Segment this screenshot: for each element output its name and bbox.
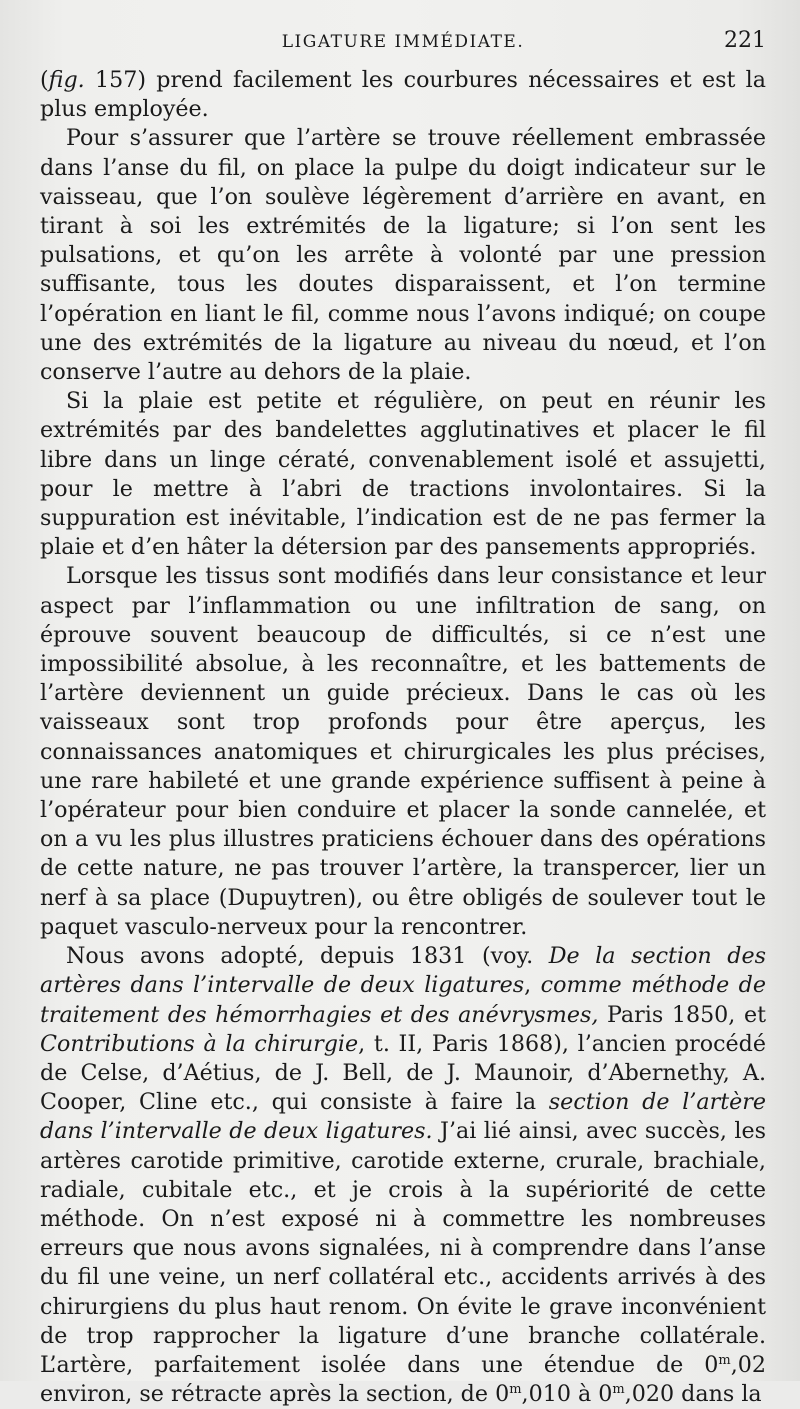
text-run: ( [40, 67, 49, 93]
text-run: , [524, 972, 541, 999]
paragraph-2 [40, 124, 766, 387]
text-run: Paris 1850, et [598, 1001, 766, 1028]
paragraph-3 [40, 387, 766, 562]
text-run: Nous avons adopté, depuis 1831 (voy. [66, 943, 549, 970]
superscript-run: m [509, 1382, 522, 1398]
running-title: LIGATURE IMMÉDIATE. [281, 32, 525, 52]
italic-text-run: comme méthode de traitement des hémorrhagies et des anévrysmes, [40, 972, 766, 1028]
text-run: ,02 environ, se rétracte après la section, de 0 [40, 1351, 766, 1408]
italic-text-run: section de l’artère dans l’intervalle de deux ligatures. [40, 1089, 766, 1145]
text-run: ,010 à 0 [521, 1381, 613, 1408]
body-text [40, 66, 766, 1409]
text-run: Si la plaie est petite et régulière, on peut en réunir les extrémités par des bandelettes agglutinatives et placer le fil libre dans un linge cératé, convenablement isolé et assujetti, pour le mettre à l’abri de tractions involontaires. Si la suppuration est inévitable, l’indication est de ne pas fermer la plaie et d’en hâter la détersion par des pansements appropriés. [40, 388, 766, 561]
paragraph-1 [40, 66, 766, 124]
paragraph-4 [40, 562, 766, 942]
italic-text-run: Contributions à la chirurgie [40, 1030, 359, 1057]
page-number: 221 [724, 28, 766, 53]
text-run: Lorsque les tissus sont modifiés dans leur consistance et leur aspect par l’inflammation ou une infiltration de sang, on éprouve souvent beaucoup de difficultés, si ce n’est une impossibilité absolue, à les reconnaître, et les battements de l’artère deviennent un guide précieux. Dans le cas où les vaisseaux sont trop profonds pour être aperçus, les connaissances anatomiques et chirurgicales les plus précises, une rare habileté et une grande expérience suffisent à peine à l’opérateur pour bien conduire et placer la sonde cannelée, et on a vu les plus illustres praticiens échouer dans des opérations de cette nature, ne pas trouver l’artère, la transpercer, lier un nerf à sa place (Dupuytren), ou être obligés de soulever tout le paquet vasculo-nerveux pour la rencontrer. [40, 563, 766, 940]
paragraph-5 [40, 942, 766, 1409]
italic-text-run: fig. [48, 67, 85, 93]
superscript-run: m [718, 1352, 731, 1368]
running-header [40, 0, 766, 66]
text-run: J’ai lié ainsi, avec succès, les artères carotide primitive, carotide externe, crurale, brachiale, radiale, cubitale etc., et je crois à la supériorité de cette méthode. On n’est exposé ni à commettre les nombreuses erreurs que nous avons signalées, ni à comprendre dans l’anse du fil une veine, un nerf collatéral etc., accidents arrivés à des chirurgiens du plus haut renom. On évite le grave inconvénient de trop rapprocher la ligature d’une branche collatérale. L’artère, parfaitement isolée dans une étendue de 0 [40, 1118, 766, 1378]
superscript-run: m [612, 1382, 625, 1398]
text-run: , t. II, Paris 1868), l’ancien procédé de Celse, d’Aétius, de J. Bell, de J. Maunoir, d’Abernethy, A. Cooper, Cline etc., qui consiste à faire la [40, 1030, 766, 1116]
text-run: 157) prend facilement les courbures nécessaires et est la plus employée. [40, 67, 766, 123]
text-run: Pour s’assurer que l’artère se trouve réellement embrassée dans l’anse du fil, on place la pulpe du doigt indicateur sur le vaisseau, que l’on soulève légèrement d’arrière en avant, en tirant à soi les extrémités de la ligature; si l’on sent les pulsations, et qu’on les arrête à volonté par une pression suffisante, tous les doutes disparaissent, et l’on termine l’opération en liant le fil, comme nous l’avons indiqué; on coupe une des extrémités de la ligature au niveau du nœud, et l’on conserve l’autre au dehors de la plaie. [40, 125, 766, 386]
text-run: ,020 dans la [624, 1381, 762, 1408]
italic-text-run: De la section des artères dans l’intervalle de deux ligatures [40, 943, 766, 999]
